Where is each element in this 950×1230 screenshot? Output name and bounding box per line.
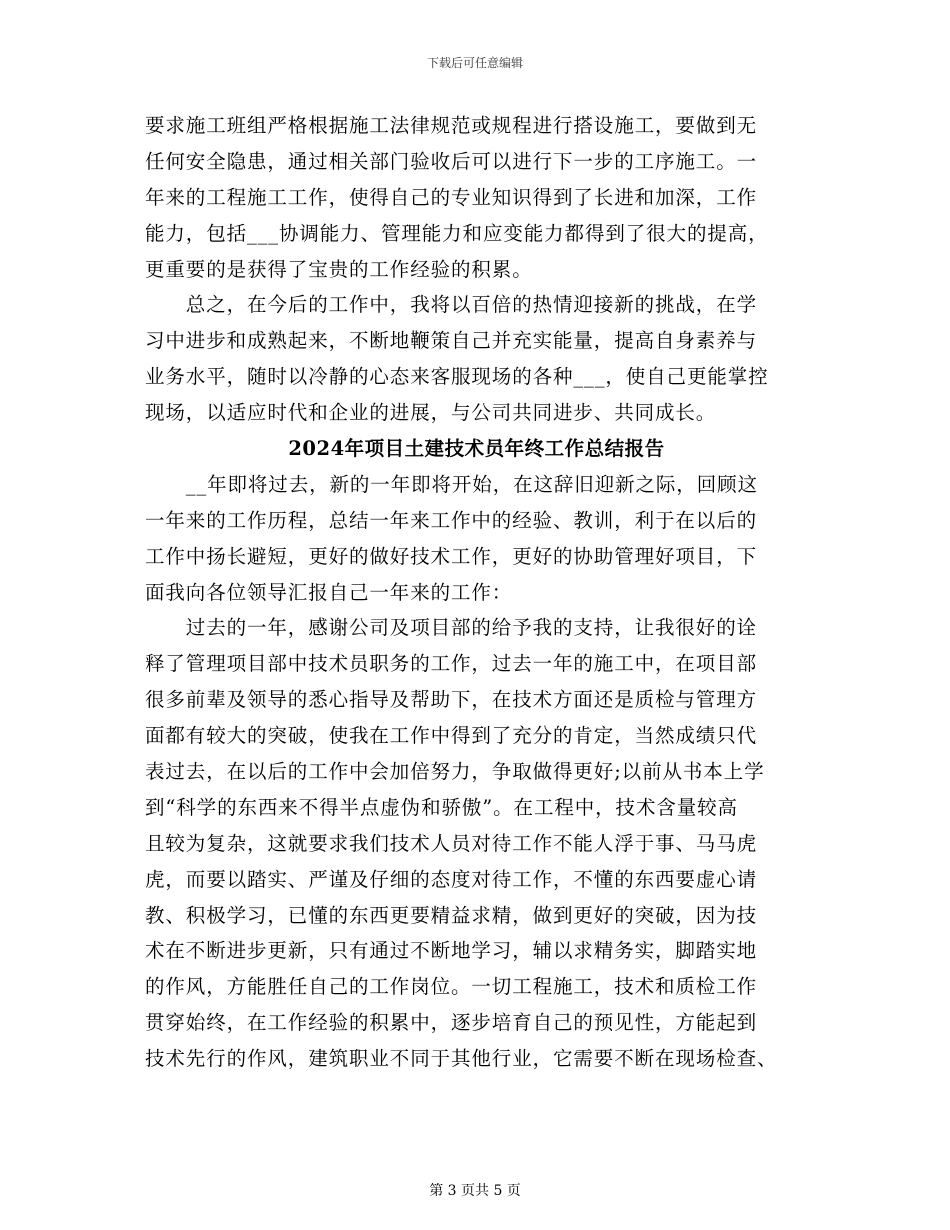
text-line: 表过去，在以后的工作中会加倍努力，争取做得更好;以前从书本上学 (145, 760, 765, 784)
text-line: 技术先行的作风，建筑职业不同于其他行业，它需要不断在现场检查、 (145, 1047, 778, 1071)
text-line: 术在不断进步更新，只有通过不断地学习，辅以求精务实，脚踏实地 (145, 939, 758, 963)
text-line: 业务水平，随时以冷静的心态来客服现场的各种___，使自己更能掌控 (145, 365, 769, 389)
text-line: 且较为复杂，这就要求我们技术人员对待工作不能人浮于事、马马虎 (145, 831, 758, 855)
document-body (145, 108, 800, 1077)
text-line: 教、积极学习，已懂的东西更要精益求精，做到更好的突破，因为技 (145, 903, 758, 927)
text-line: 过去的一年，感谢公司及项目部的给予我的支持，让我很好的诠 (145, 616, 758, 640)
section-title: 2024年项目土建技术员年终工作总结报告 (288, 437, 665, 461)
text-line: 虎，而要以踏实、严谨及仔细的态度对待工作，不懂的东西要虚心请 (145, 867, 758, 891)
text-line: 到“科学的东西来不得半点虚伪和骄傲”。在工程中，技术含量较高 (145, 795, 738, 819)
text-line: 的作风，方能胜任自己的工作岗位。一切工程施工，技术和质检工作 (145, 975, 758, 999)
text-line: 面我向各位领导汇报自己一年来的工作： (145, 580, 513, 604)
page-footer: 第 3 页共 5 页 (429, 1183, 521, 1199)
text-line: 工作中扬长避短，更好的做好技术工作，更好的协助管理好项目，下 (145, 544, 758, 568)
text-line: 年来的工程施工工作，使得自己的专业知识得到了长进和加深，工作 (145, 185, 758, 209)
text-line: 总之，在今后的工作中，我将以百倍的热情迎接新的挑战，在学 (145, 293, 758, 317)
text-line: 要求施工班组严格根据施工法律规范或规程进行搭设施工，要做到无 (145, 114, 758, 137)
text-line: 现场，以适应时代和企业的进展，与公司共同进步、共同成长。 (145, 401, 717, 425)
text-line: __年即将过去，新的一年即将开始，在这辞旧迎新之际，回顾这 (145, 472, 758, 496)
text-line: 释了管理项目部中技术员职务的工作，过去一年的施工中，在项目部 (145, 652, 758, 676)
text-line: 能力，包括___协调能力、管理能力和应变能力都得到了很大的提高， (145, 221, 769, 245)
text-line: 贯穿始终，在工作经验的积累中，逐步培育自己的预见性，方能起到 (145, 1011, 758, 1035)
text-line: 一年来的工作历程，总结一年来工作中的经验、教训，利于在以后的 (145, 508, 758, 532)
text-line: 更重要的是获得了宝贵的工作经验的积累。 (145, 257, 533, 281)
page-header: 下载后可任意编辑 (426, 56, 523, 70)
text-line: 面都有较大的突破，使我在工作中得到了充分的肯定，当然成绩只代 (145, 724, 758, 748)
text-line: 任何安全隐患，通过相关部门验收后可以进行下一步的工序施工。一 (145, 149, 758, 173)
text-line: 习中进步和成熟起来，不断地鞭策自己并充实能量，提高自身素养与 (145, 329, 758, 353)
text-line: 很多前辈及领导的悉心指导及帮助下，在技术方面还是质检与管理方 (145, 688, 758, 712)
